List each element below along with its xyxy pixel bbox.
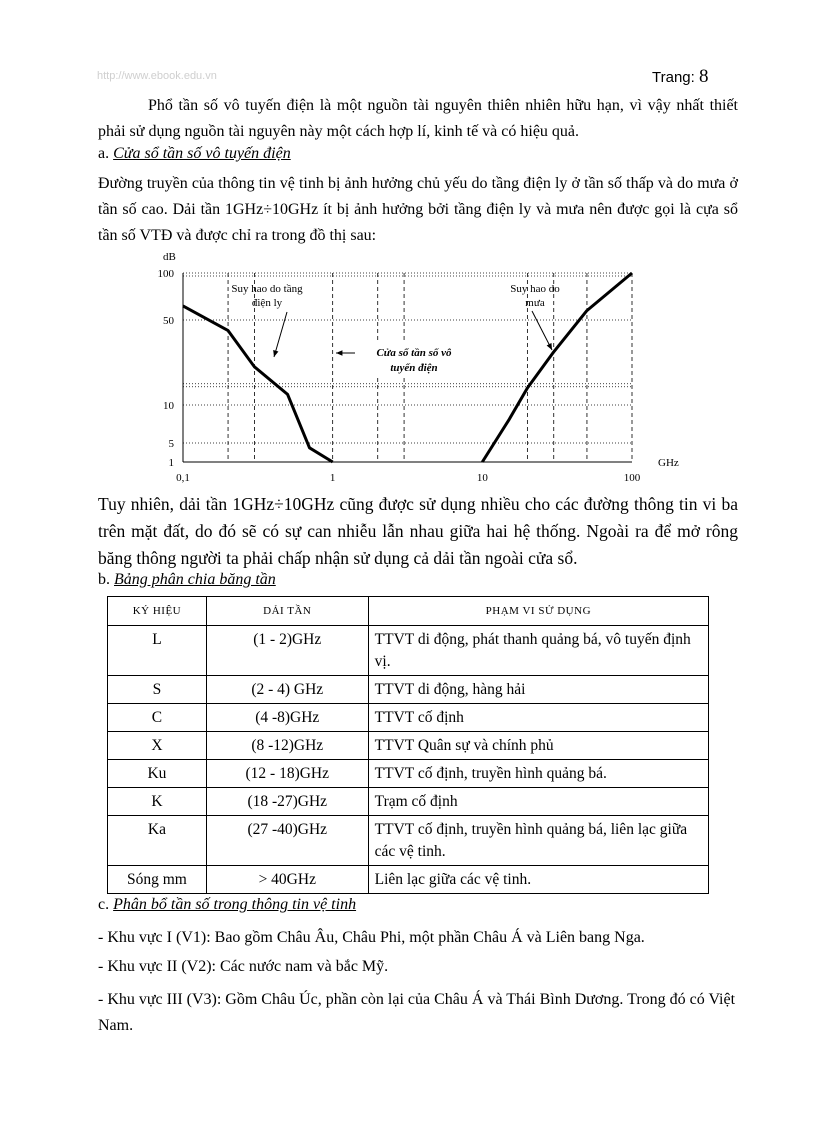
cell-range: (8 -12)GHz — [206, 732, 368, 760]
cell-symbol: X — [108, 732, 207, 760]
ionosphere-callout-arrow — [274, 312, 287, 357]
cell-symbol: L — [108, 626, 207, 676]
table-row — [108, 866, 709, 894]
table-row — [108, 816, 709, 866]
intro-paragraph: Phổ tần số vô tuyến điện là một nguồn tài nguyên thiên nhiên hữu hạn, vì vậy nhất thiết phải sử dụng nguồn tài nguyên này một cách hợp lí, kinh tế và có hiệu quả. — [98, 97, 738, 140]
cell-range: (2 - 4) GHz — [206, 676, 368, 704]
table-row — [108, 704, 709, 732]
x-tick-label: 0,1 — [176, 472, 190, 484]
ionosphere-loss-curve — [183, 306, 333, 462]
section-a-paragraph: Đường truyền của thông tin vệ tinh bị ảnh hưởng chủ yếu do tầng điện ly ở tần số thấp và do mưa ở tần số cao. Dải tần 1GHz÷10GHz ít bị ảnh hưởng bởi tầng điện ly và mưa nên được gọi là cựa sổ tần số VTĐ và được chỉ ra trong đồ thị sau: — [98, 175, 738, 244]
cell-range: (12 - 18)GHz — [206, 760, 368, 788]
annotation-window-line1: Cửa sổ tần số vô — [376, 347, 452, 359]
band-table — [107, 596, 709, 894]
annotation-window-line2: tuyến điện — [390, 362, 438, 374]
cell-range: (1 - 2)GHz — [206, 626, 368, 676]
cell-usage: Liên lạc giữa các vệ tinh. — [368, 866, 708, 894]
section-b-heading — [98, 571, 276, 589]
header-range: DẢI TẦN — [206, 597, 368, 626]
cell-usage: Trạm cố định — [368, 788, 708, 816]
header-symbol: KÝ HIỆU — [108, 597, 207, 626]
cell-range: (4 -8)GHz — [206, 704, 368, 732]
cell-usage: TTVT di động, hàng hải — [368, 676, 708, 704]
cell-symbol: K — [108, 788, 207, 816]
section-a-title: Cửa sổ tần số vô tuyến điện — [113, 145, 291, 162]
y-tick-label: 5 — [168, 438, 174, 450]
y-tick-label: 50 — [163, 315, 174, 327]
annotation-rain-line1: Suy hao do — [510, 283, 560, 295]
section-c-title: Phân bổ tần số trong thông tin vệ tinh — [113, 896, 357, 913]
list-item: - Khu vực III (V3): Gồm Châu Úc, phần còn lại của Châu Á và Thái Bình Dương. Trong đó có Việt Nam. — [98, 991, 736, 1034]
x-tick-label: 10 — [476, 472, 488, 484]
ionosphere-callout-arrow-head — [273, 350, 278, 357]
annotation-ionosphere-line2: điện ly — [251, 297, 283, 309]
list-item: - Khu vực I (V1): Bao gồm Châu Âu, Châu Phi, một phần Châu Á và Liên bang Nga. — [98, 929, 645, 946]
annotation-rain-line2: mưa — [525, 297, 545, 309]
cell-range: > 40GHz — [206, 866, 368, 894]
table-row — [108, 626, 709, 676]
table-header-row — [108, 597, 709, 626]
cell-symbol: Ka — [108, 816, 207, 866]
page-number-value: 8 — [698, 66, 709, 87]
y-tick-label: 1 — [168, 457, 174, 469]
x-tick-label: 1 — [329, 472, 336, 484]
rain-loss-curve — [482, 273, 632, 462]
list-item: - Khu vực II (V2): Các nước nam và bắc Mỹ. — [98, 958, 389, 975]
table-row — [108, 732, 709, 760]
rain-callout-arrow — [532, 311, 552, 350]
y-axis-label: dB — [163, 251, 176, 263]
section-a-heading — [98, 145, 291, 163]
cell-symbol: S — [108, 676, 207, 704]
header-usage: PHẠM VI SỬ DỤNG — [368, 597, 708, 626]
page-label: Trang: — [652, 69, 695, 86]
cell-symbol: C — [108, 704, 207, 732]
table-row — [108, 760, 709, 788]
page-number — [652, 66, 708, 88]
y-tick-label: 100 — [157, 268, 174, 280]
section-a-prefix: a. — [98, 145, 110, 162]
cell-usage: TTVT cố định — [368, 704, 708, 732]
cell-symbol: Sóng mm — [108, 866, 207, 894]
section-b-prefix: b. — [98, 571, 110, 588]
frequency-window-chart — [150, 245, 710, 490]
cell-range: (18 -27)GHz — [206, 788, 368, 816]
annotation-ionosphere-line1: Suy hao do tầng — [231, 283, 303, 295]
source-url: http://www.ebook.edu.vn — [97, 70, 217, 82]
cell-usage: TTVT cố định, truyền hình quảng bá. — [368, 760, 708, 788]
x-axis-label: GHz — [658, 457, 679, 469]
y-tick-label: 10 — [163, 400, 174, 412]
window-left-arrow-head — [336, 350, 342, 355]
section-c-prefix: c. — [98, 896, 110, 913]
table-row — [108, 788, 709, 816]
x-tick-label: 100 — [623, 472, 641, 484]
cell-usage: TTVT di động, phát thanh quảng bá, vô tuyến định vị. — [368, 626, 708, 676]
table-row — [108, 676, 709, 704]
section-c-heading — [98, 896, 356, 914]
cell-usage: TTVT cố định, truyền hình quảng bá, liên lạc giữa các vệ tinh. — [368, 816, 708, 866]
section-b-title: Bảng phân chia băng tần — [114, 571, 276, 588]
cell-symbol: Ku — [108, 760, 207, 788]
paragraph-after-chart: Tuy nhiên, dải tần 1GHz÷10GHz cũng được sử dụng nhiều cho các đường thông tin vi ba trên mặt đất, do đó sẽ có sự can nhiễu lẫn nhau giữa hai hệ thống. Ngoài ra để mở rông băng thông người ta phải chấp nhận sử dụng cả dải tần ngoài cửa sổ. — [98, 494, 738, 568]
cell-range: (27 -40)GHz — [206, 816, 368, 866]
cell-usage: TTVT Quân sự và chính phủ — [368, 732, 708, 760]
